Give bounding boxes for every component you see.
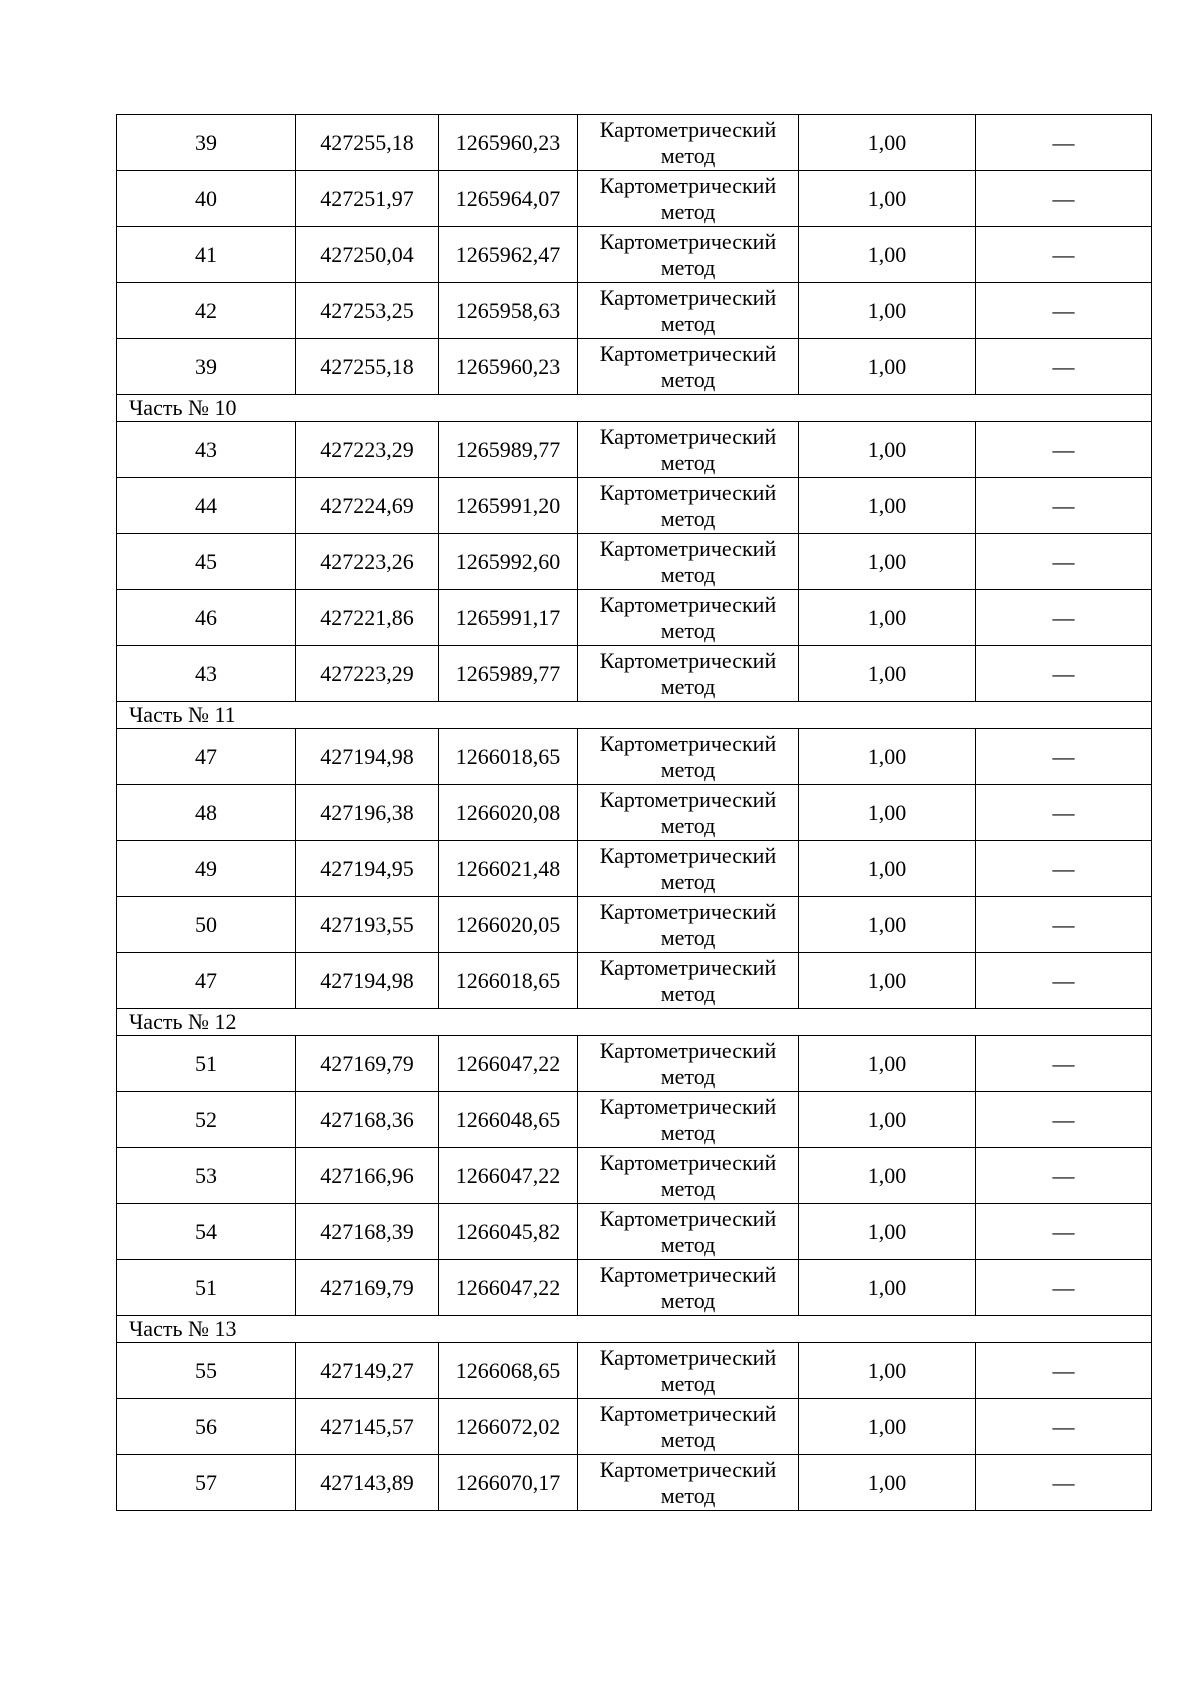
method-line-2: метод: [660, 1119, 716, 1145]
method-line-2: метод: [660, 1175, 716, 1201]
method-line-1: Картометрический: [599, 1093, 777, 1119]
method-cell: [578, 1204, 799, 1260]
error-cell: 1,00: [799, 646, 976, 702]
description-cell: —: [976, 590, 1152, 646]
method-cell: [578, 1455, 799, 1511]
point-number-cell: 49: [117, 841, 296, 897]
table-row: [117, 1148, 1152, 1204]
x-coordinate-cell: 427194,95: [296, 841, 439, 897]
table-row: [117, 1455, 1152, 1511]
method-line-2: метод: [660, 812, 716, 838]
error-cell: 1,00: [799, 1036, 976, 1092]
method-line-2: метод: [660, 142, 716, 168]
x-coordinate-cell: 427224,69: [296, 478, 439, 534]
table-row: [117, 171, 1152, 227]
description-cell: —: [976, 1204, 1152, 1260]
method-line-1: Картометрический: [599, 1456, 777, 1482]
method-line-1: Картометрический: [599, 423, 777, 449]
method-cell: [578, 478, 799, 534]
point-number-cell: 50: [117, 897, 296, 953]
method-line-2: метод: [660, 1370, 716, 1396]
description-cell: —: [976, 1343, 1152, 1399]
part-label: Часть № 10: [117, 395, 1152, 422]
method-line-1: Картометрический: [599, 228, 777, 254]
method-line-2: метод: [660, 1063, 716, 1089]
y-coordinate-cell: 1265958,63: [439, 283, 578, 339]
method-line-1: Картометрический: [599, 1037, 777, 1063]
y-coordinate-cell: 1266047,22: [439, 1148, 578, 1204]
point-number-cell: 52: [117, 1092, 296, 1148]
part-header-row: [117, 702, 1152, 729]
part-header-row: [117, 1316, 1152, 1343]
point-number-cell: 55: [117, 1343, 296, 1399]
method-line-1: Картометрический: [599, 591, 777, 617]
method-line-2: метод: [660, 673, 716, 699]
method-line-1: Картометрический: [599, 898, 777, 924]
method-cell: [578, 422, 799, 478]
description-cell: —: [976, 534, 1152, 590]
point-number-cell: 41: [117, 227, 296, 283]
y-coordinate-cell: 1266048,65: [439, 1092, 578, 1148]
method-line-1: Картометрический: [599, 1149, 777, 1175]
method-line-2: метод: [660, 449, 716, 475]
method-cell: [578, 590, 799, 646]
method-cell: [578, 283, 799, 339]
method-line-1: Картометрический: [599, 1344, 777, 1370]
method-line-1: Картометрический: [599, 954, 777, 980]
error-cell: 1,00: [799, 1399, 976, 1455]
method-line-2: метод: [660, 198, 716, 224]
description-cell: —: [976, 1399, 1152, 1455]
x-coordinate-cell: 427149,27: [296, 1343, 439, 1399]
table-row: [117, 422, 1152, 478]
x-coordinate-cell: 427255,18: [296, 115, 439, 171]
x-coordinate-cell: 427168,36: [296, 1092, 439, 1148]
table-row: [117, 1204, 1152, 1260]
error-cell: 1,00: [799, 841, 976, 897]
table-row: [117, 646, 1152, 702]
method-cell: [578, 1092, 799, 1148]
error-cell: 1,00: [799, 1343, 976, 1399]
y-coordinate-cell: 1266018,65: [439, 729, 578, 785]
description-cell: —: [976, 1148, 1152, 1204]
table-row: [117, 227, 1152, 283]
y-coordinate-cell: 1266018,65: [439, 953, 578, 1009]
method-line-2: метод: [660, 1426, 716, 1452]
error-cell: 1,00: [799, 953, 976, 1009]
y-coordinate-cell: 1266020,08: [439, 785, 578, 841]
method-line-2: метод: [660, 1287, 716, 1313]
coordinates-table: [116, 114, 1152, 1511]
error-cell: 1,00: [799, 422, 976, 478]
method-line-2: метод: [660, 310, 716, 336]
y-coordinate-cell: 1265989,77: [439, 422, 578, 478]
description-cell: —: [976, 897, 1152, 953]
error-cell: 1,00: [799, 171, 976, 227]
method-cell: [578, 953, 799, 1009]
table-row: [117, 1343, 1152, 1399]
x-coordinate-cell: 427166,96: [296, 1148, 439, 1204]
table-row: [117, 1092, 1152, 1148]
point-number-cell: 51: [117, 1260, 296, 1316]
method-cell: [578, 729, 799, 785]
x-coordinate-cell: 427143,89: [296, 1455, 439, 1511]
method-cell: [578, 339, 799, 395]
method-line-1: Картометрический: [599, 730, 777, 756]
y-coordinate-cell: 1265991,17: [439, 590, 578, 646]
x-coordinate-cell: 427193,55: [296, 897, 439, 953]
table-row: [117, 115, 1152, 171]
table-row: [117, 283, 1152, 339]
description-cell: —: [976, 115, 1152, 171]
method-cell: [578, 115, 799, 171]
point-number-cell: 42: [117, 283, 296, 339]
description-cell: —: [976, 729, 1152, 785]
table-row: [117, 897, 1152, 953]
y-coordinate-cell: 1266072,02: [439, 1399, 578, 1455]
description-cell: —: [976, 227, 1152, 283]
table-row: [117, 841, 1152, 897]
method-cell: [578, 1148, 799, 1204]
method-line-2: метод: [660, 868, 716, 894]
error-cell: 1,00: [799, 1148, 976, 1204]
part-header-row: [117, 395, 1152, 422]
table-row: [117, 1260, 1152, 1316]
table-row: [117, 1036, 1152, 1092]
method-line-2: метод: [660, 505, 716, 531]
method-line-1: Картометрический: [599, 1261, 777, 1287]
y-coordinate-cell: 1265989,77: [439, 646, 578, 702]
x-coordinate-cell: 427194,98: [296, 953, 439, 1009]
x-coordinate-cell: 427251,97: [296, 171, 439, 227]
part-header-row: [117, 1009, 1152, 1036]
method-line-2: метод: [660, 254, 716, 280]
y-coordinate-cell: 1265960,23: [439, 339, 578, 395]
point-number-cell: 51: [117, 1036, 296, 1092]
point-number-cell: 53: [117, 1148, 296, 1204]
description-cell: —: [976, 171, 1152, 227]
method-line-1: Картометрический: [599, 647, 777, 673]
y-coordinate-cell: 1265992,60: [439, 534, 578, 590]
method-cell: [578, 1260, 799, 1316]
method-line-1: Картометрический: [599, 1205, 777, 1231]
method-cell: [578, 534, 799, 590]
method-line-2: метод: [660, 924, 716, 950]
error-cell: 1,00: [799, 1260, 976, 1316]
description-cell: —: [976, 478, 1152, 534]
method-cell: [578, 897, 799, 953]
error-cell: 1,00: [799, 1204, 976, 1260]
error-cell: 1,00: [799, 1092, 976, 1148]
description-cell: —: [976, 841, 1152, 897]
x-coordinate-cell: 427253,25: [296, 283, 439, 339]
error-cell: 1,00: [799, 590, 976, 646]
method-line-2: метод: [660, 1231, 716, 1257]
table-row: [117, 339, 1152, 395]
description-cell: —: [976, 339, 1152, 395]
part-label: Часть № 13: [117, 1316, 1152, 1343]
description-cell: —: [976, 283, 1152, 339]
point-number-cell: 54: [117, 1204, 296, 1260]
method-cell: [578, 1399, 799, 1455]
x-coordinate-cell: 427145,57: [296, 1399, 439, 1455]
x-coordinate-cell: 427250,04: [296, 227, 439, 283]
table-row: [117, 534, 1152, 590]
error-cell: 1,00: [799, 897, 976, 953]
point-number-cell: 56: [117, 1399, 296, 1455]
y-coordinate-cell: 1266045,82: [439, 1204, 578, 1260]
error-cell: 1,00: [799, 729, 976, 785]
x-coordinate-cell: 427196,38: [296, 785, 439, 841]
coordinates-table-body: [117, 115, 1152, 1511]
error-cell: 1,00: [799, 1455, 976, 1511]
method-line-2: метод: [660, 980, 716, 1006]
x-coordinate-cell: 427169,79: [296, 1260, 439, 1316]
method-line-1: Картометрический: [599, 842, 777, 868]
part-label: Часть № 11: [117, 702, 1152, 729]
y-coordinate-cell: 1265964,07: [439, 171, 578, 227]
part-label: Часть № 12: [117, 1009, 1152, 1036]
error-cell: 1,00: [799, 534, 976, 590]
point-number-cell: 48: [117, 785, 296, 841]
error-cell: 1,00: [799, 478, 976, 534]
x-coordinate-cell: 427168,39: [296, 1204, 439, 1260]
table-row: [117, 1399, 1152, 1455]
y-coordinate-cell: 1266047,22: [439, 1260, 578, 1316]
y-coordinate-cell: 1266020,05: [439, 897, 578, 953]
method-cell: [578, 1036, 799, 1092]
y-coordinate-cell: 1265991,20: [439, 478, 578, 534]
method-cell: [578, 785, 799, 841]
point-number-cell: 47: [117, 729, 296, 785]
y-coordinate-cell: 1266068,65: [439, 1343, 578, 1399]
table-row: [117, 785, 1152, 841]
x-coordinate-cell: 427223,29: [296, 646, 439, 702]
method-line-1: Картометрический: [599, 479, 777, 505]
description-cell: —: [976, 1092, 1152, 1148]
method-cell: [578, 1343, 799, 1399]
x-coordinate-cell: 427221,86: [296, 590, 439, 646]
y-coordinate-cell: 1265962,47: [439, 227, 578, 283]
method-line-1: Картометрический: [599, 116, 777, 142]
point-number-cell: 57: [117, 1455, 296, 1511]
error-cell: 1,00: [799, 283, 976, 339]
table-row: [117, 478, 1152, 534]
method-line-2: метод: [660, 561, 716, 587]
table-row: [117, 953, 1152, 1009]
error-cell: 1,00: [799, 115, 976, 171]
description-cell: —: [976, 1036, 1152, 1092]
y-coordinate-cell: 1266021,48: [439, 841, 578, 897]
table-row: [117, 590, 1152, 646]
error-cell: 1,00: [799, 785, 976, 841]
method-cell: [578, 646, 799, 702]
description-cell: —: [976, 646, 1152, 702]
y-coordinate-cell: 1266047,22: [439, 1036, 578, 1092]
point-number-cell: 44: [117, 478, 296, 534]
description-cell: —: [976, 1455, 1152, 1511]
method-line-1: Картометрический: [599, 172, 777, 198]
point-number-cell: 43: [117, 646, 296, 702]
method-line-1: Картометрический: [599, 1400, 777, 1426]
method-line-1: Картометрический: [599, 284, 777, 310]
method-cell: [578, 841, 799, 897]
description-cell: —: [976, 785, 1152, 841]
x-coordinate-cell: 427169,79: [296, 1036, 439, 1092]
method-line-1: Картометрический: [599, 535, 777, 561]
y-coordinate-cell: 1265960,23: [439, 115, 578, 171]
method-line-1: Картометрический: [599, 786, 777, 812]
error-cell: 1,00: [799, 339, 976, 395]
method-line-1: Картометрический: [599, 340, 777, 366]
x-coordinate-cell: 427255,18: [296, 339, 439, 395]
point-number-cell: 47: [117, 953, 296, 1009]
method-line-2: метод: [660, 756, 716, 782]
point-number-cell: 40: [117, 171, 296, 227]
x-coordinate-cell: 427223,29: [296, 422, 439, 478]
description-cell: —: [976, 422, 1152, 478]
x-coordinate-cell: 427194,98: [296, 729, 439, 785]
description-cell: —: [976, 953, 1152, 1009]
point-number-cell: 43: [117, 422, 296, 478]
y-coordinate-cell: 1266070,17: [439, 1455, 578, 1511]
point-number-cell: 39: [117, 339, 296, 395]
method-cell: [578, 227, 799, 283]
description-cell: —: [976, 1260, 1152, 1316]
method-line-2: метод: [660, 366, 716, 392]
method-line-2: метод: [660, 1482, 716, 1508]
error-cell: 1,00: [799, 227, 976, 283]
table-row: [117, 729, 1152, 785]
point-number-cell: 46: [117, 590, 296, 646]
point-number-cell: 45: [117, 534, 296, 590]
point-number-cell: 39: [117, 115, 296, 171]
x-coordinate-cell: 427223,26: [296, 534, 439, 590]
method-cell: [578, 171, 799, 227]
method-line-2: метод: [660, 617, 716, 643]
